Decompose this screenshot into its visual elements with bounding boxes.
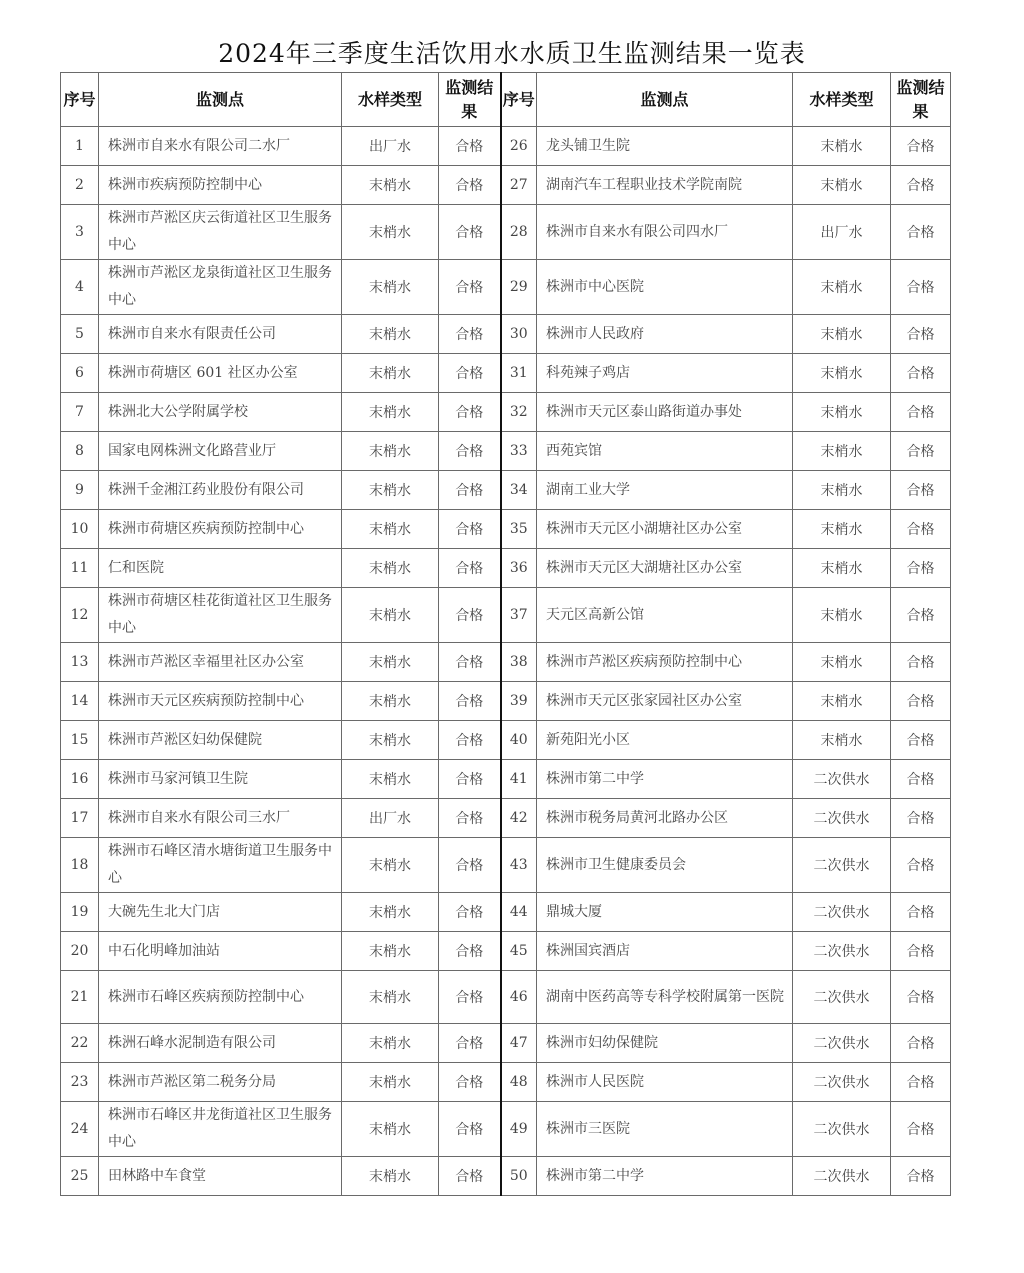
index-cell: 5 bbox=[61, 315, 99, 354]
sample-type-cell: 二次供水 bbox=[793, 893, 891, 932]
index-cell: 7 bbox=[61, 393, 99, 432]
sample-type-cell: 末梢水 bbox=[793, 354, 891, 393]
index-cell: 13 bbox=[61, 643, 99, 682]
index-cell: 36 bbox=[501, 549, 537, 588]
site-cell: 大碗先生北大门店 bbox=[99, 893, 342, 932]
site-cell: 株洲市荷塘区疾病预防控制中心 bbox=[99, 510, 342, 549]
sample-type-cell: 二次供水 bbox=[793, 1102, 891, 1157]
index-cell: 18 bbox=[61, 838, 99, 893]
site-cell: 西苑宾馆 bbox=[537, 432, 793, 471]
table-row bbox=[61, 760, 951, 799]
result-cell: 合格 bbox=[439, 127, 501, 166]
result-cell: 合格 bbox=[891, 393, 951, 432]
site-cell: 株洲市天元区大湖塘社区办公室 bbox=[537, 549, 793, 588]
result-cell: 合格 bbox=[439, 315, 501, 354]
sample-type-cell: 二次供水 bbox=[793, 760, 891, 799]
result-cell: 合格 bbox=[439, 1102, 501, 1157]
sample-type-cell: 末梢水 bbox=[342, 932, 439, 971]
result-cell: 合格 bbox=[891, 354, 951, 393]
result-cell: 合格 bbox=[891, 432, 951, 471]
site-cell: 株洲市芦淞区幸福里社区办公室 bbox=[99, 643, 342, 682]
result-cell: 合格 bbox=[891, 1102, 951, 1157]
site-cell: 株洲市妇幼保健院 bbox=[537, 1024, 793, 1063]
site-cell: 湖南中医药高等专科学校附属第一医院 bbox=[537, 971, 793, 1024]
index-cell: 30 bbox=[501, 315, 537, 354]
result-cell: 合格 bbox=[439, 432, 501, 471]
site-cell: 株洲市芦淞区庆云街道社区卫生服务中心 bbox=[99, 205, 342, 260]
result-cell: 合格 bbox=[439, 1063, 501, 1102]
sample-type-cell: 末梢水 bbox=[793, 510, 891, 549]
site-cell: 株洲市天元区小湖塘社区办公室 bbox=[537, 510, 793, 549]
result-cell: 合格 bbox=[439, 682, 501, 721]
index-cell: 25 bbox=[61, 1157, 99, 1196]
sample-type-cell: 末梢水 bbox=[793, 549, 891, 588]
index-cell: 24 bbox=[61, 1102, 99, 1157]
site-cell: 株洲市第二中学 bbox=[537, 760, 793, 799]
index-cell: 48 bbox=[501, 1063, 537, 1102]
index-cell: 40 bbox=[501, 721, 537, 760]
index-cell: 2 bbox=[61, 166, 99, 205]
site-cell: 株洲市荷塘区桂花街道社区卫生服务中心 bbox=[99, 588, 342, 643]
result-cell: 合格 bbox=[439, 643, 501, 682]
sample-type-cell: 末梢水 bbox=[342, 166, 439, 205]
sample-type-cell: 末梢水 bbox=[793, 643, 891, 682]
index-cell: 6 bbox=[61, 354, 99, 393]
sample-type-cell: 末梢水 bbox=[342, 1157, 439, 1196]
sample-type-cell: 末梢水 bbox=[793, 260, 891, 315]
sample-type-cell: 末梢水 bbox=[342, 471, 439, 510]
header-result: 监测结果 bbox=[891, 73, 951, 127]
site-cell: 株洲市荷塘区 601 社区办公室 bbox=[99, 354, 342, 393]
index-cell: 9 bbox=[61, 471, 99, 510]
result-cell: 合格 bbox=[891, 721, 951, 760]
sample-type-cell: 二次供水 bbox=[793, 799, 891, 838]
result-cell: 合格 bbox=[891, 643, 951, 682]
sample-type-cell: 二次供水 bbox=[793, 1063, 891, 1102]
result-cell: 合格 bbox=[439, 932, 501, 971]
site-cell: 田林路中车食堂 bbox=[99, 1157, 342, 1196]
table-row bbox=[61, 315, 951, 354]
site-cell: 株洲市中心医院 bbox=[537, 260, 793, 315]
site-cell: 株洲市石峰区清水塘街道卫生服务中心 bbox=[99, 838, 342, 893]
index-cell: 21 bbox=[61, 971, 99, 1024]
site-cell: 株洲千金湘江药业股份有限公司 bbox=[99, 471, 342, 510]
site-cell: 株洲市疾病预防控制中心 bbox=[99, 166, 342, 205]
sample-type-cell: 末梢水 bbox=[793, 393, 891, 432]
site-cell: 株洲市人民医院 bbox=[537, 1063, 793, 1102]
result-cell: 合格 bbox=[891, 799, 951, 838]
index-cell: 42 bbox=[501, 799, 537, 838]
sample-type-cell: 末梢水 bbox=[342, 1063, 439, 1102]
index-cell: 29 bbox=[501, 260, 537, 315]
result-cell: 合格 bbox=[891, 1157, 951, 1196]
sample-type-cell: 末梢水 bbox=[342, 205, 439, 260]
sample-type-cell: 末梢水 bbox=[342, 838, 439, 893]
index-cell: 19 bbox=[61, 893, 99, 932]
results-table bbox=[60, 72, 951, 1196]
result-cell: 合格 bbox=[439, 471, 501, 510]
sample-type-cell: 出厂水 bbox=[793, 205, 891, 260]
sample-type-cell: 末梢水 bbox=[342, 354, 439, 393]
table-row bbox=[61, 260, 951, 315]
sample-type-cell: 二次供水 bbox=[793, 1024, 891, 1063]
sample-type-cell: 出厂水 bbox=[342, 127, 439, 166]
site-cell: 湖南汽车工程职业技术学院南院 bbox=[537, 166, 793, 205]
index-cell: 39 bbox=[501, 682, 537, 721]
result-cell: 合格 bbox=[891, 510, 951, 549]
site-cell: 株洲市天元区张家园社区办公室 bbox=[537, 682, 793, 721]
sample-type-cell: 末梢水 bbox=[342, 510, 439, 549]
table-row bbox=[61, 721, 951, 760]
site-cell: 仁和医院 bbox=[99, 549, 342, 588]
site-cell: 龙头铺卫生院 bbox=[537, 127, 793, 166]
result-cell: 合格 bbox=[891, 932, 951, 971]
sample-type-cell: 末梢水 bbox=[342, 682, 439, 721]
header-index: 序号 bbox=[61, 73, 99, 127]
result-cell: 合格 bbox=[439, 510, 501, 549]
sample-type-cell: 末梢水 bbox=[793, 721, 891, 760]
index-cell: 31 bbox=[501, 354, 537, 393]
page-title: 2024年三季度生活饮用水水质卫生监测结果一览表 bbox=[218, 39, 806, 68]
index-cell: 46 bbox=[501, 971, 537, 1024]
site-cell: 株洲市石峰区疾病预防控制中心 bbox=[99, 971, 342, 1024]
result-cell: 合格 bbox=[439, 838, 501, 893]
result-cell: 合格 bbox=[891, 971, 951, 1024]
sample-type-cell: 末梢水 bbox=[342, 549, 439, 588]
site-cell: 新苑阳光小区 bbox=[537, 721, 793, 760]
table-row bbox=[61, 588, 951, 643]
result-cell: 合格 bbox=[891, 205, 951, 260]
result-cell: 合格 bbox=[439, 260, 501, 315]
sample-type-cell: 末梢水 bbox=[342, 432, 439, 471]
index-cell: 23 bbox=[61, 1063, 99, 1102]
sample-type-cell: 末梢水 bbox=[342, 1024, 439, 1063]
table-row bbox=[61, 799, 951, 838]
sample-type-cell: 末梢水 bbox=[793, 588, 891, 643]
index-cell: 11 bbox=[61, 549, 99, 588]
table-row bbox=[61, 971, 951, 1024]
table-row bbox=[61, 1063, 951, 1102]
site-cell: 株洲北大公学附属学校 bbox=[99, 393, 342, 432]
site-cell: 国家电网株洲文化路营业厅 bbox=[99, 432, 342, 471]
result-cell: 合格 bbox=[439, 166, 501, 205]
index-cell: 10 bbox=[61, 510, 99, 549]
index-cell: 33 bbox=[501, 432, 537, 471]
result-cell: 合格 bbox=[439, 799, 501, 838]
index-cell: 1 bbox=[61, 127, 99, 166]
sample-type-cell: 末梢水 bbox=[342, 721, 439, 760]
index-cell: 17 bbox=[61, 799, 99, 838]
index-cell: 35 bbox=[501, 510, 537, 549]
site-cell: 株洲市石峰区井龙街道社区卫生服务中心 bbox=[99, 1102, 342, 1157]
result-cell: 合格 bbox=[891, 260, 951, 315]
index-cell: 12 bbox=[61, 588, 99, 643]
index-cell: 38 bbox=[501, 643, 537, 682]
site-cell: 株洲市自来水有限公司三水厂 bbox=[99, 799, 342, 838]
site-cell: 中石化明峰加油站 bbox=[99, 932, 342, 971]
result-cell: 合格 bbox=[891, 166, 951, 205]
index-cell: 3 bbox=[61, 205, 99, 260]
sample-type-cell: 二次供水 bbox=[793, 1157, 891, 1196]
result-cell: 合格 bbox=[439, 354, 501, 393]
site-cell: 株洲市芦淞区第二税务分局 bbox=[99, 1063, 342, 1102]
site-cell: 株洲市天元区疾病预防控制中心 bbox=[99, 682, 342, 721]
header-site: 监测点 bbox=[99, 73, 342, 127]
result-cell: 合格 bbox=[439, 549, 501, 588]
site-cell: 株洲市芦淞区龙泉街道社区卫生服务中心 bbox=[99, 260, 342, 315]
sample-type-cell: 末梢水 bbox=[793, 432, 891, 471]
result-cell: 合格 bbox=[891, 471, 951, 510]
sample-type-cell: 二次供水 bbox=[793, 932, 891, 971]
header-result: 监测结果 bbox=[439, 73, 501, 127]
table-row bbox=[61, 510, 951, 549]
site-cell: 株洲国宾酒店 bbox=[537, 932, 793, 971]
table-row bbox=[61, 1024, 951, 1063]
header-site: 监测点 bbox=[537, 73, 793, 127]
table-row bbox=[61, 1102, 951, 1157]
sample-type-cell: 末梢水 bbox=[342, 643, 439, 682]
result-cell: 合格 bbox=[439, 205, 501, 260]
index-cell: 34 bbox=[501, 471, 537, 510]
index-cell: 37 bbox=[501, 588, 537, 643]
sample-type-cell: 末梢水 bbox=[793, 166, 891, 205]
site-cell: 株洲市自来水有限公司四水厂 bbox=[537, 205, 793, 260]
result-cell: 合格 bbox=[891, 893, 951, 932]
result-cell: 合格 bbox=[891, 760, 951, 799]
site-cell: 株洲市税务局黄河北路办公区 bbox=[537, 799, 793, 838]
index-cell: 41 bbox=[501, 760, 537, 799]
site-cell: 株洲石峰水泥制造有限公司 bbox=[99, 1024, 342, 1063]
site-cell: 株洲市自来水有限责任公司 bbox=[99, 315, 342, 354]
index-cell: 27 bbox=[501, 166, 537, 205]
result-cell: 合格 bbox=[891, 588, 951, 643]
result-cell: 合格 bbox=[891, 1024, 951, 1063]
index-cell: 32 bbox=[501, 393, 537, 432]
result-cell: 合格 bbox=[891, 315, 951, 354]
sample-type-cell: 二次供水 bbox=[793, 971, 891, 1024]
sample-type-cell: 末梢水 bbox=[342, 893, 439, 932]
table-row bbox=[61, 166, 951, 205]
index-cell: 43 bbox=[501, 838, 537, 893]
sample-type-cell: 末梢水 bbox=[793, 127, 891, 166]
index-cell: 45 bbox=[501, 932, 537, 971]
result-cell: 合格 bbox=[891, 549, 951, 588]
site-cell: 株洲市芦淞区妇幼保健院 bbox=[99, 721, 342, 760]
table-row bbox=[61, 549, 951, 588]
result-cell: 合格 bbox=[439, 393, 501, 432]
sample-type-cell: 二次供水 bbox=[793, 838, 891, 893]
sample-type-cell: 末梢水 bbox=[342, 588, 439, 643]
site-cell: 科苑辣子鸡店 bbox=[537, 354, 793, 393]
index-cell: 50 bbox=[501, 1157, 537, 1196]
index-cell: 16 bbox=[61, 760, 99, 799]
header-sample-type: 水样类型 bbox=[342, 73, 439, 127]
sample-type-cell: 末梢水 bbox=[793, 315, 891, 354]
sample-type-cell: 末梢水 bbox=[342, 260, 439, 315]
table-row bbox=[61, 932, 951, 971]
sample-type-cell: 末梢水 bbox=[793, 471, 891, 510]
table-row bbox=[61, 432, 951, 471]
result-cell: 合格 bbox=[439, 1157, 501, 1196]
table-row bbox=[61, 471, 951, 510]
index-cell: 22 bbox=[61, 1024, 99, 1063]
index-cell: 26 bbox=[501, 127, 537, 166]
result-cell: 合格 bbox=[439, 588, 501, 643]
result-cell: 合格 bbox=[439, 721, 501, 760]
table-row bbox=[61, 838, 951, 893]
site-cell: 株洲市自来水有限公司二水厂 bbox=[99, 127, 342, 166]
site-cell: 株洲市芦淞区疾病预防控制中心 bbox=[537, 643, 793, 682]
site-cell: 株洲市三医院 bbox=[537, 1102, 793, 1157]
table-row bbox=[61, 682, 951, 721]
site-cell: 株洲市第二中学 bbox=[537, 1157, 793, 1196]
index-cell: 14 bbox=[61, 682, 99, 721]
header-row bbox=[61, 73, 951, 127]
index-cell: 15 bbox=[61, 721, 99, 760]
result-cell: 合格 bbox=[891, 1063, 951, 1102]
result-cell: 合格 bbox=[439, 1024, 501, 1063]
site-cell: 湖南工业大学 bbox=[537, 471, 793, 510]
result-cell: 合格 bbox=[891, 127, 951, 166]
result-cell: 合格 bbox=[439, 760, 501, 799]
index-cell: 4 bbox=[61, 260, 99, 315]
sample-type-cell: 末梢水 bbox=[342, 1102, 439, 1157]
header-sample-type: 水样类型 bbox=[793, 73, 891, 127]
table-row bbox=[61, 643, 951, 682]
table-row bbox=[61, 127, 951, 166]
table-row bbox=[61, 205, 951, 260]
index-cell: 8 bbox=[61, 432, 99, 471]
index-cell: 47 bbox=[501, 1024, 537, 1063]
table-row bbox=[61, 354, 951, 393]
table-row bbox=[61, 1157, 951, 1196]
site-cell: 株洲市卫生健康委员会 bbox=[537, 838, 793, 893]
result-cell: 合格 bbox=[891, 682, 951, 721]
site-cell: 天元区高新公馆 bbox=[537, 588, 793, 643]
index-cell: 28 bbox=[501, 205, 537, 260]
index-cell: 49 bbox=[501, 1102, 537, 1157]
site-cell: 株洲市人民政府 bbox=[537, 315, 793, 354]
index-cell: 44 bbox=[501, 893, 537, 932]
site-cell: 株洲市天元区泰山路街道办事处 bbox=[537, 393, 793, 432]
sample-type-cell: 末梢水 bbox=[342, 971, 439, 1024]
site-cell: 鼎城大厦 bbox=[537, 893, 793, 932]
header-index: 序号 bbox=[501, 73, 537, 127]
result-cell: 合格 bbox=[891, 838, 951, 893]
site-cell: 株洲市马家河镇卫生院 bbox=[99, 760, 342, 799]
table-row bbox=[61, 893, 951, 932]
table-row bbox=[61, 393, 951, 432]
index-cell: 20 bbox=[61, 932, 99, 971]
sample-type-cell: 末梢水 bbox=[342, 393, 439, 432]
sample-type-cell: 出厂水 bbox=[342, 799, 439, 838]
result-cell: 合格 bbox=[439, 893, 501, 932]
sample-type-cell: 末梢水 bbox=[342, 760, 439, 799]
sample-type-cell: 末梢水 bbox=[793, 682, 891, 721]
sample-type-cell: 末梢水 bbox=[342, 315, 439, 354]
result-cell: 合格 bbox=[439, 971, 501, 1024]
